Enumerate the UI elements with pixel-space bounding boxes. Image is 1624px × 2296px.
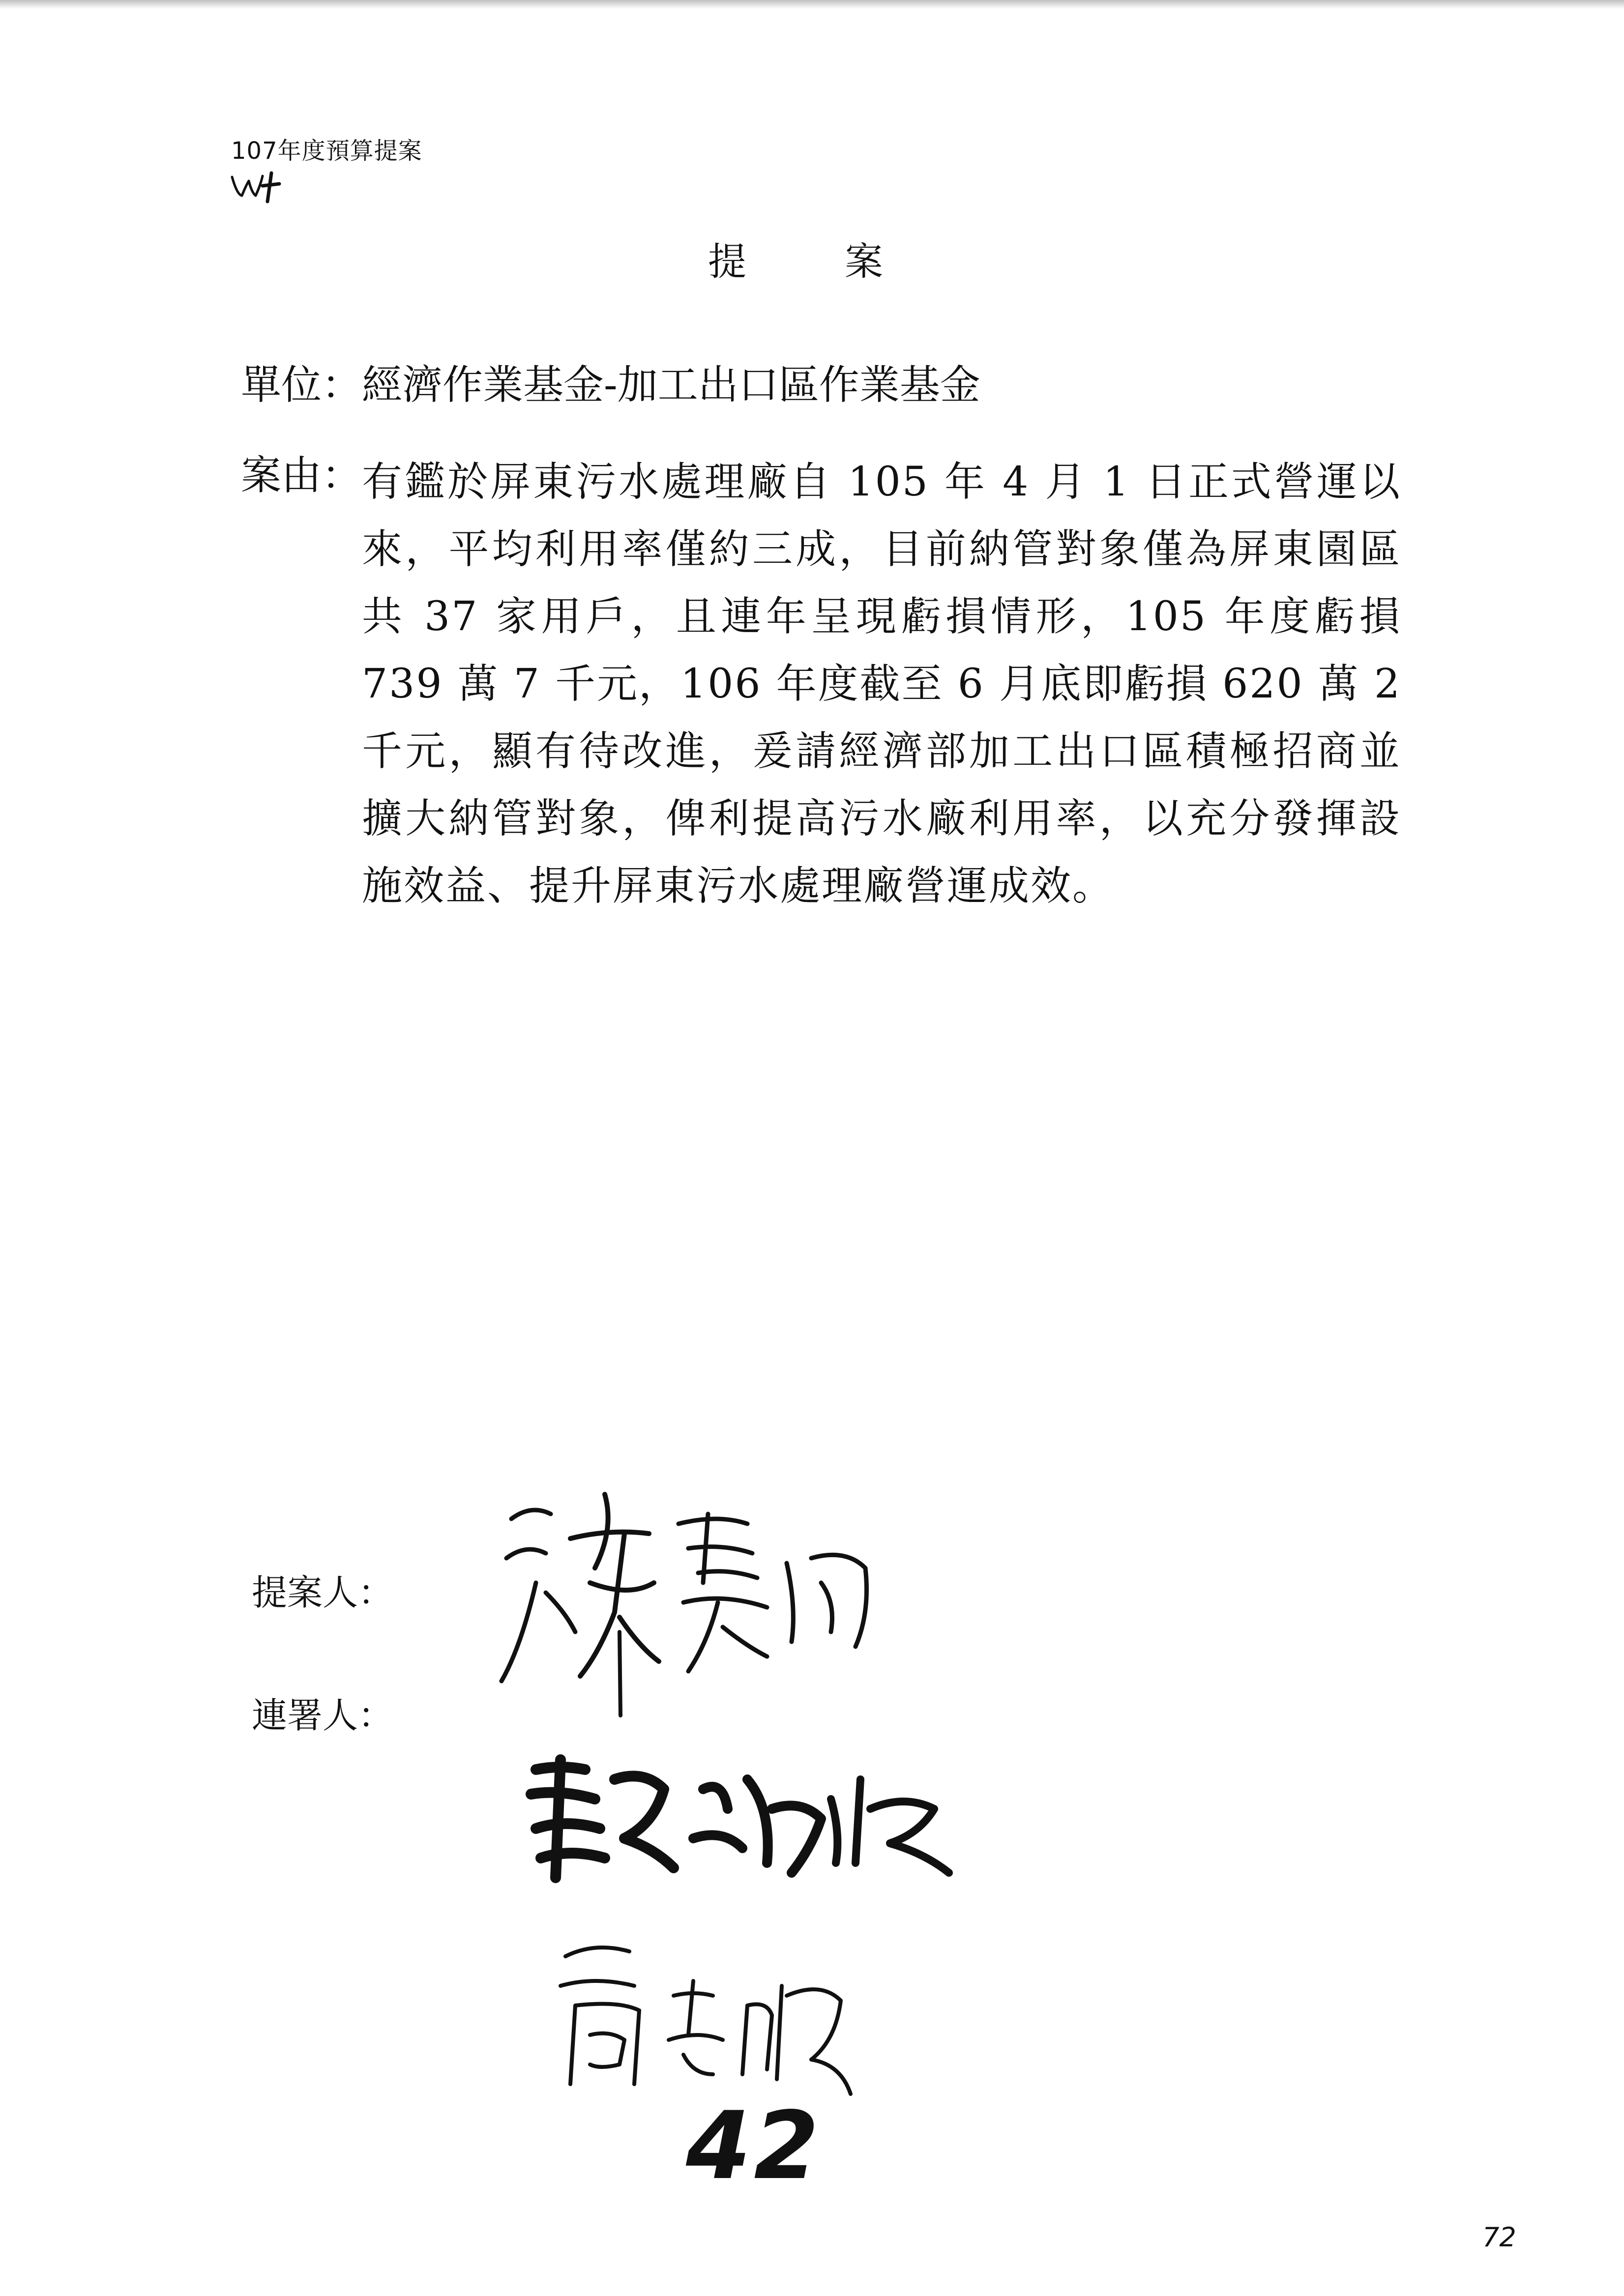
unit-value: 經濟作業基金-加工出口區作業基金 [362,362,980,408]
cosigner-label: 連署人： [252,1695,394,1736]
unit-label: 單位： [241,362,362,408]
cosigner-signature-2 [546,1937,860,2099]
header-note: 107年度預算提案 [231,137,422,165]
reason-row [241,448,1401,920]
document-title: 提案 [708,240,982,284]
reason-text: 有鑑於屏東污水處理廠自 105 年 4 月 1 日正式營運以來，平均利用率僅約三成，目前納管對象僅為屏東園區共 37 家用戶，且連年呈現虧損情形，105 年度虧損 739 萬 7 千元，106 年度截至 6 月底即虧損 620 萬 2 千元，顯有待改進，爰請經濟部加工出口區積極招商並擴大納管對象，俾利提高污水廠利用率，以充分發揮設施效益、提升屏東污水處理廠營運成效。 [362,459,1401,909]
unit-row [241,358,1401,413]
cosigner-signature-1 [516,1750,959,1897]
page-number-handwritten: 42 [686,2092,822,2200]
scan-edge [0,0,1624,9]
page-number-corner: 72 [1482,2222,1516,2253]
reason-label: 案由： [241,452,362,499]
proposer-signature [492,1484,900,1720]
proposer-label: 提案人： [252,1572,394,1613]
handwritten-mark [230,166,289,205]
